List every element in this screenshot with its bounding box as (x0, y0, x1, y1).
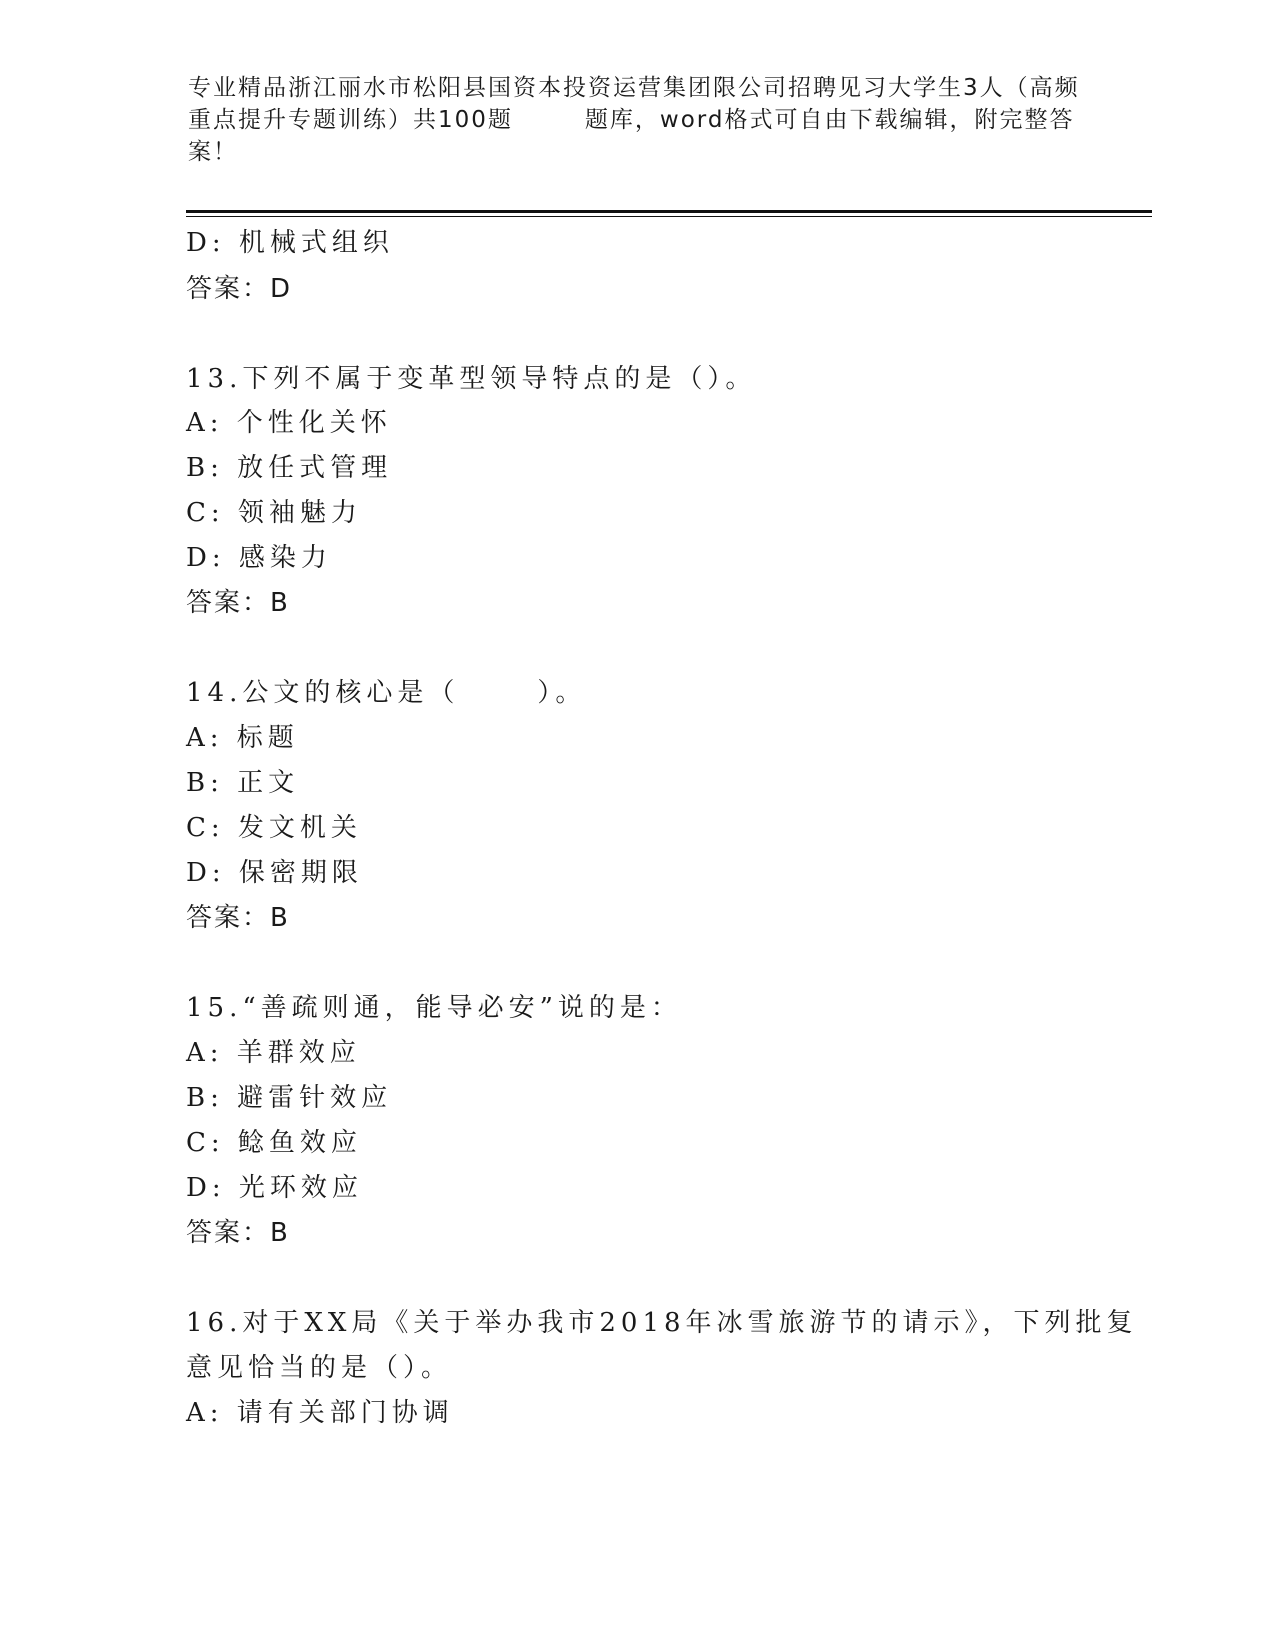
q14-option-a: A: 标题 (186, 723, 299, 753)
header-line-2-part-2: 题库，word格式可自由下载编辑，附完整答 (584, 107, 1075, 133)
q12-option-d: D: 机械式组织 (186, 228, 394, 258)
q15-option-a: A: 羊群效应 (186, 1038, 361, 1068)
q16-question-line-1: 16.对于XX局《关于举办我市2018年冰雪旅游节的请示》，下列批复 (186, 1308, 1138, 1338)
q15-answer: 答案：B (186, 1218, 290, 1248)
q14-option-d: D: 保密期限 (186, 858, 363, 888)
q13-option-d: D: 感染力 (186, 543, 332, 573)
document-header (188, 72, 1088, 168)
q15-option-c: C: 鲶鱼效应 (186, 1128, 362, 1158)
header-line-2 (188, 104, 1088, 136)
q14-question-start: 14.公文的核心是（ (186, 678, 460, 708)
q13-question: 13.下列不属于变革型领导特点的是（）。 (186, 364, 757, 394)
header-line-1: 专业精品浙江丽水市松阳县国资本投资运营集团限公司招聘见习大学生3人（高频 (188, 75, 1080, 101)
q16-question-line-2: 意见恰当的是（）。 (186, 1353, 453, 1383)
q14-option-b: B: 正文 (186, 768, 300, 798)
q16-option-a: A: 请有关部门协调 (186, 1398, 454, 1428)
q13-answer: 答案：B (186, 588, 290, 618)
q14-answer: 答案：B (186, 903, 290, 933)
header-line-2-part-1: 重点提升专题训练）共100题 (188, 107, 513, 133)
q15-question: 15.“善疏则通，能导必安”说的是： (186, 993, 682, 1023)
q13-option-a: A: 个性化关怀 (186, 408, 392, 438)
q15-option-d: D: 光环效应 (186, 1173, 363, 1203)
header-divider-thin (186, 216, 1152, 217)
q13-option-b: B: 放任式管理 (186, 453, 393, 483)
q14-question (186, 676, 586, 710)
q13-option-c: C: 领袖魅力 (186, 498, 362, 528)
q15-option-b: B: 避雷针效应 (186, 1083, 393, 1113)
header-divider-thick (186, 210, 1152, 213)
header-line-3: 案！ (188, 139, 238, 165)
q12-answer: 答案：D (186, 274, 293, 304)
q14-question-end: ）。 (537, 678, 587, 708)
q14-option-c: C: 发文机关 (186, 813, 362, 843)
